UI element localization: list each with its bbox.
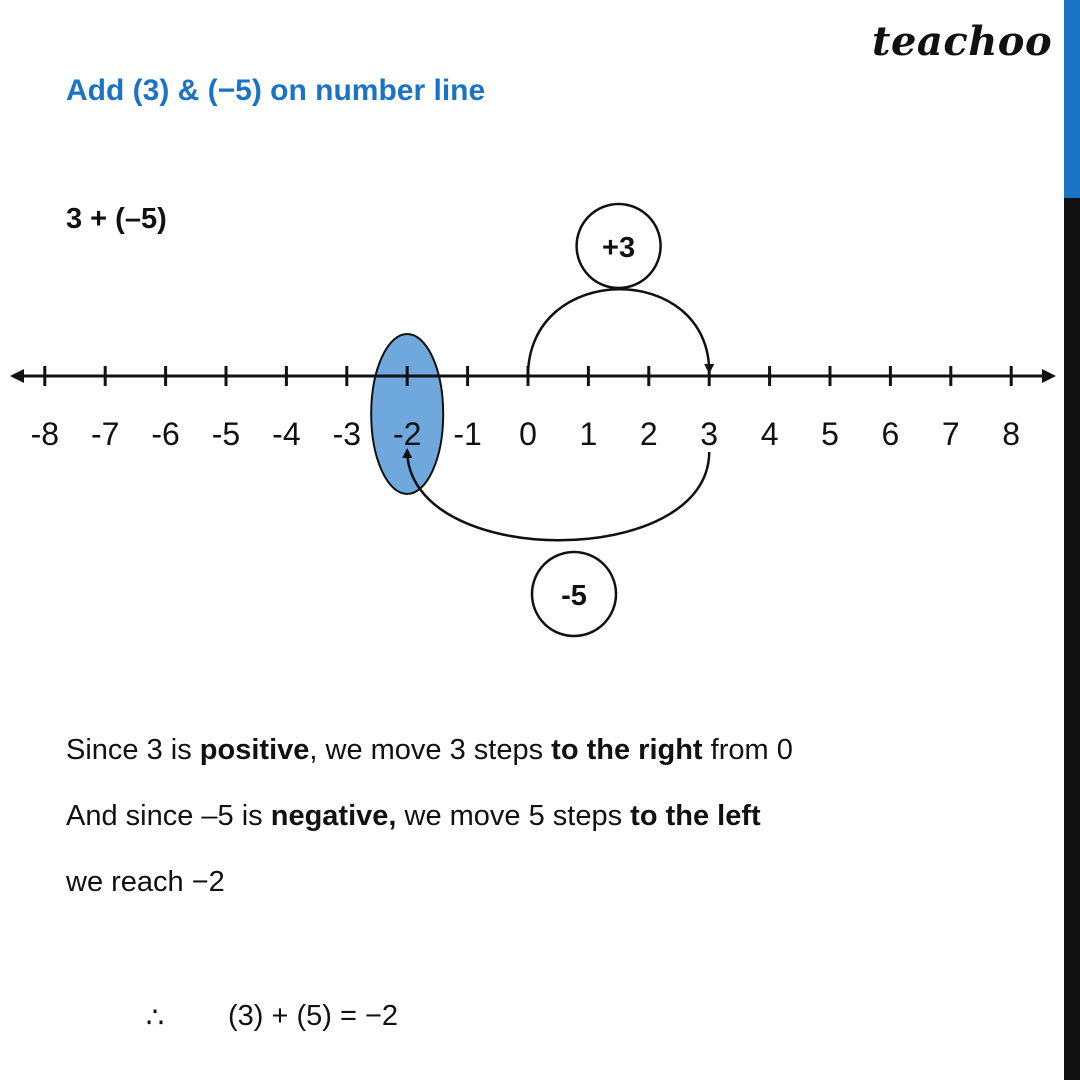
explanation-line-1 <box>66 734 793 767</box>
jump-right-label: +3 <box>602 232 636 264</box>
axis-arrow-left <box>10 369 24 383</box>
tick-label: -7 <box>90 416 120 452</box>
text: , we move 3 steps <box>309 734 552 766</box>
explanation-line-3: we reach −2 <box>66 866 225 898</box>
highlight-ellipse <box>371 334 443 494</box>
tick-label: 0 <box>519 416 537 452</box>
jump-right-arc <box>528 289 709 376</box>
tick-label: -6 <box>151 416 180 452</box>
bold-text: to the right <box>551 734 703 766</box>
tick-label: 7 <box>941 416 960 452</box>
tick-label: -5 <box>211 416 241 452</box>
tick-label: -8 <box>30 416 60 452</box>
tick-label: -4 <box>272 416 301 452</box>
text: we move 5 steps <box>396 800 631 832</box>
therefore-symbol: ∴ <box>146 1002 165 1034</box>
teachoo-logo: teachoo <box>872 18 1053 65</box>
tick-label: -1 <box>453 416 482 452</box>
sidebar-accent-blue <box>1064 0 1080 198</box>
text: And since –5 is <box>66 800 271 832</box>
page-title: Add (3) & (−5) on number line <box>66 74 486 107</box>
axis-arrow-right <box>1042 369 1056 383</box>
tick-label: 4 <box>760 416 779 452</box>
text: from 0 <box>702 734 793 766</box>
bold-text: positive <box>199 734 310 766</box>
tick-label: 1 <box>579 416 598 452</box>
bold-text: to the left <box>630 800 761 832</box>
conclusion-equation: (3) + (5) = −2 <box>228 1000 399 1032</box>
tick-label: -2 <box>392 416 422 452</box>
tick-label: 8 <box>1002 416 1021 452</box>
tick-label: -3 <box>332 416 362 452</box>
explanation-line-2 <box>66 800 761 833</box>
jump-left-arc <box>407 450 709 540</box>
tick-label: 6 <box>881 416 900 452</box>
tick-label: 5 <box>821 416 839 452</box>
text: Since 3 is <box>66 734 200 766</box>
bold-text: negative, <box>270 800 397 832</box>
expression: 3 + (–5) <box>66 203 167 235</box>
tick-label: 2 <box>639 416 658 452</box>
tick-label: 3 <box>700 416 719 452</box>
sidebar-accent-black <box>1064 198 1080 1080</box>
jump-left-label: -5 <box>561 580 587 612</box>
